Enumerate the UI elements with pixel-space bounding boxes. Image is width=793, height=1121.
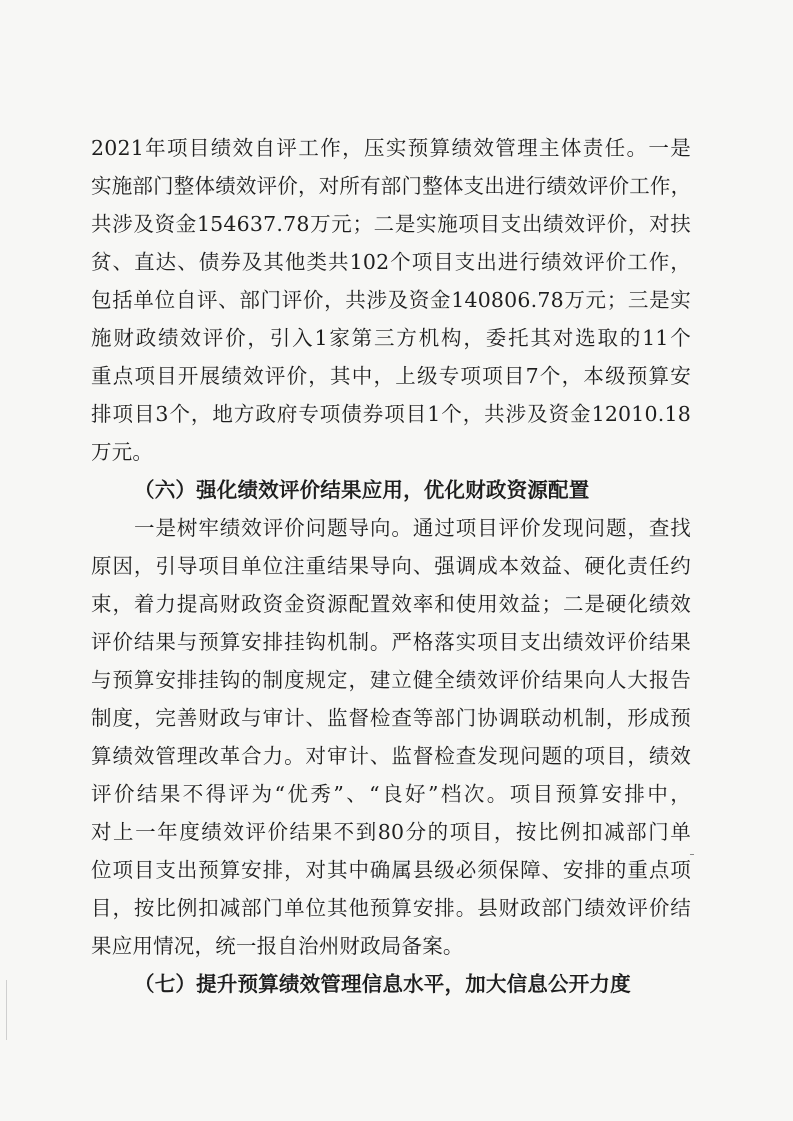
scan-edge bbox=[6, 980, 7, 1040]
body-text-line: 果应用情况，统一报自治州财政局备案。 bbox=[91, 934, 464, 958]
body-text-line: 原因，引导项目单位注重结果导向、强调成本效益、硬化责任约 bbox=[91, 554, 691, 578]
body-text-line: 包括单位自评、部门评价，共涉及资金140806.78万元；三是实 bbox=[91, 288, 691, 312]
section-heading-six: （六）强化绩效评价结果应用，优化财政资源配置 bbox=[134, 478, 590, 502]
body-text-line: 目，按比例扣减部门单位其他预算安排。县财政部门绩效评价结 bbox=[91, 896, 691, 920]
body-text-line: 算绩效管理改革合力。对审计、监督检查发现问题的项目，绩效 bbox=[91, 744, 691, 768]
body-text-line: 万元。 bbox=[91, 440, 154, 464]
body-text-line: 与预算安排挂钩的制度规定，建立健全绩效评价结果向人大报告 bbox=[91, 668, 691, 692]
body-text-line: 重点项目开展绩效评价，其中，上级专项项目7个，本级预算安 bbox=[91, 364, 691, 388]
body-text-line: 排项目3个，地方政府专项债券项目1个，共涉及资金12010.18 bbox=[91, 402, 691, 426]
body-text-line: 评价结果不得评为“优秀”、“良好”档次。项目预算安排中， bbox=[91, 782, 691, 806]
body-text-line: 一是树牢绩效评价问题导向。通过项目评价发现问题，查找 bbox=[134, 516, 691, 540]
body-text-line: 制度，完善财政与审计、监督检查等部门协调联动机制，形成预 bbox=[91, 706, 691, 730]
body-text-line: 对上一年度绩效评价结果不到80分的项目，按比例扣减部门单 bbox=[91, 820, 691, 844]
body-text-line: 束，着力提高财政资金资源配置效率和使用效益；二是硬化绩效 bbox=[91, 592, 691, 616]
body-text-line: 评价结果与预算安排挂钩机制。严格落实项目支出绩效评价结果 bbox=[91, 630, 691, 654]
body-text-line: 2021年项目绩效自评工作，压实预算绩效管理主体责任。一是 bbox=[91, 136, 691, 160]
section-heading-seven: （七）提升预算绩效管理信息水平，加大信息公开力度 bbox=[134, 972, 631, 996]
body-text-line: 位项目支出预算安排，对其中确属县级必须保障、安排的重点项 bbox=[91, 858, 691, 882]
body-text-line: 贫、直达、债券及其他类共102个项目支出进行绩效评价工作， bbox=[91, 250, 691, 274]
body-text-line: 施财政绩效评价，引入1家第三方机构，委托其对选取的11个 bbox=[91, 326, 691, 350]
body-text-line: 共涉及资金154637.78万元；二是实施项目支出绩效评价，对扶 bbox=[91, 212, 691, 236]
body-text-line: 实施部门整体绩效评价，对所有部门整体支出进行绩效评价工作， bbox=[91, 174, 692, 198]
scan-mark bbox=[690, 854, 694, 855]
